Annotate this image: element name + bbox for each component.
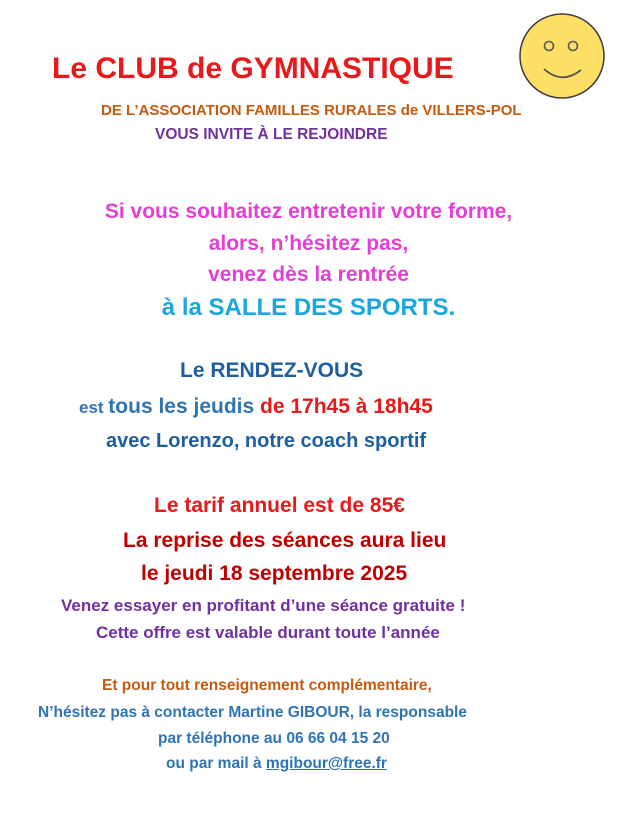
smiley-face-icon xyxy=(518,12,606,100)
schedule-prefix: est xyxy=(79,398,109,417)
contact-line-2: N’hésitez pas à contacter Martine GIBOUR, la responsable xyxy=(38,704,467,721)
intro-line-1: Si vous souhaitez entretenir votre forme, xyxy=(104,200,513,223)
offer-line-2: Cette offre est valable durant toute l’année xyxy=(96,623,440,642)
schedule-days: tous les jeudis xyxy=(108,395,255,418)
tarif-line: Le tarif annuel est de 85€ xyxy=(154,494,405,517)
rendezvous-heading: Le RENDEZ-VOUS xyxy=(180,359,364,382)
intro-venue: à la SALLE DES SPORTS. xyxy=(161,294,456,321)
rendezvous-schedule xyxy=(79,396,433,417)
intro-line-3: venez dès la rentrée xyxy=(208,263,409,286)
invite-subtitle: VOUS INVITE À LE REJOINDRE xyxy=(155,126,388,143)
contact-line-1: Et pour tout renseignement complémentaire, xyxy=(102,677,432,694)
mail-prefix: ou par mail à xyxy=(166,755,266,772)
email-link[interactable]: mgibour@free.fr xyxy=(265,755,387,772)
page-title: Le CLUB de GYMNASTIQUE xyxy=(52,52,454,85)
schedule-hours: de 17h45 à 18h45 xyxy=(254,395,433,418)
offer-line-1: Venez essayer en profitant d’une séance gratuite ! xyxy=(61,596,466,615)
rendezvous-coach: avec Lorenzo, notre coach sportif xyxy=(106,430,427,452)
contact-phone: par téléphone au 06 66 04 15 20 xyxy=(158,730,390,747)
reprise-line: La reprise des séances aura lieu xyxy=(123,529,447,552)
intro-line-2: alors, n’hésitez pas, xyxy=(208,232,409,255)
association-subtitle: DE L’ASSOCIATION FAMILLES RURALES de VILLERS-POL xyxy=(101,102,522,119)
reprise-date: le jeudi 18 septembre 2025 xyxy=(141,562,408,585)
contact-mail-line xyxy=(166,756,387,772)
